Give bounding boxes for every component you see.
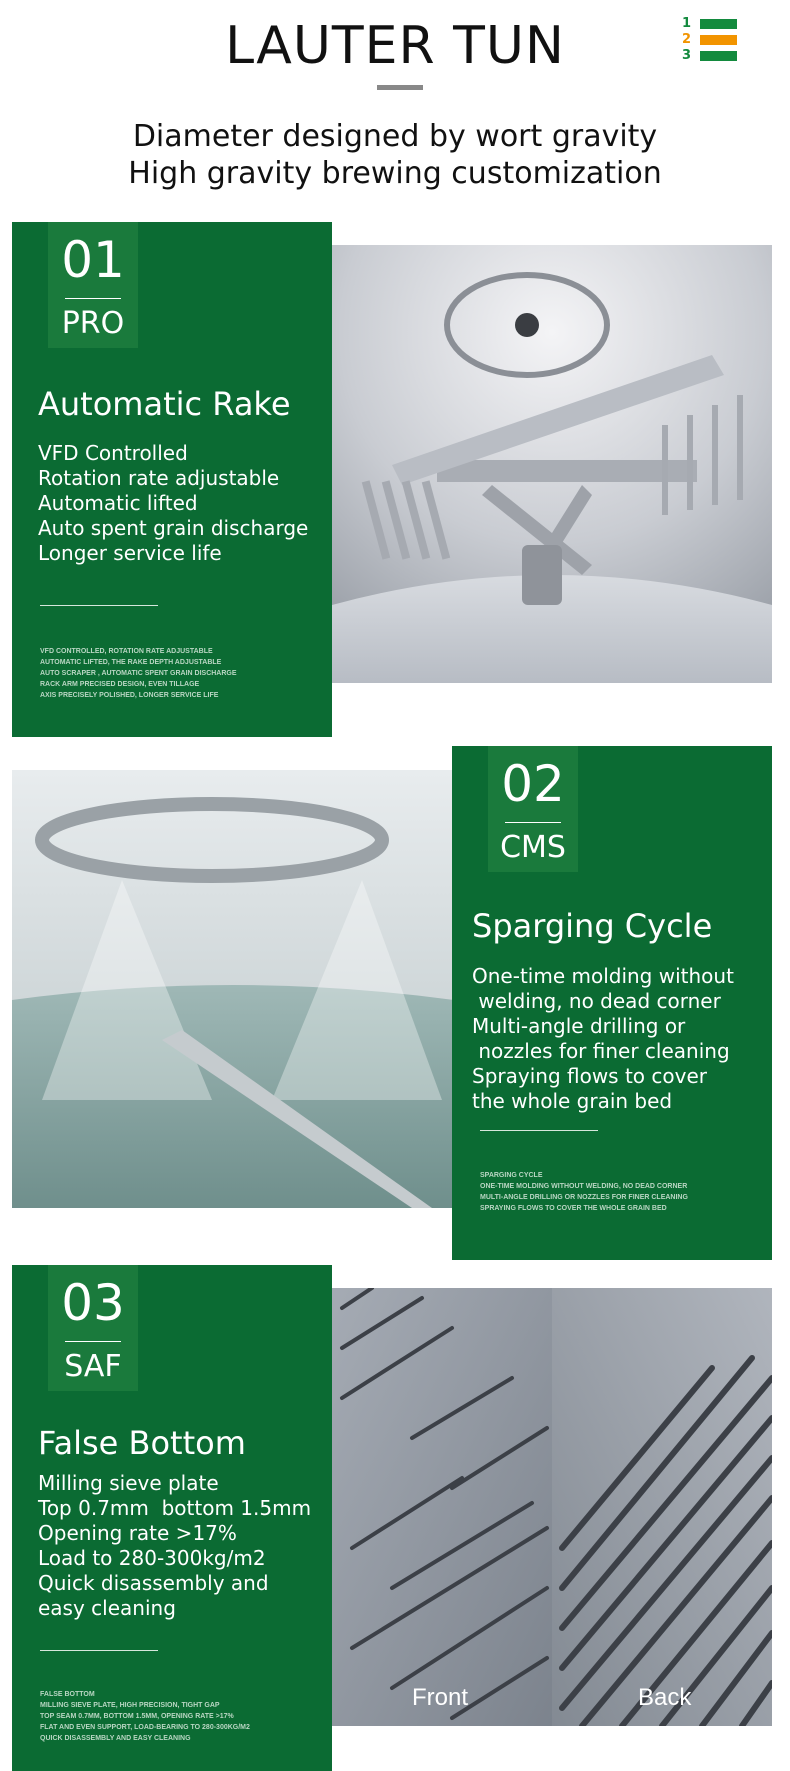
feature-item: Opening rate >17% [38,1521,237,1545]
logo-row-1 [682,18,738,32]
section-divider [40,1650,158,1651]
logo-number-2: 2 [682,32,692,47]
detail-item: SPARGING CYCLE [480,1172,543,1179]
logo-number-1: 1 [682,16,692,31]
logo-stripe-3 [700,51,737,61]
feature-item: VFD Controlled [38,441,188,465]
logo-number-3: 3 [682,48,692,63]
automatic-rake-photo [332,245,772,683]
section-badge [488,746,578,872]
feature-item: Load to 280-300kg/m2 [38,1546,266,1570]
feature-item: Milling sieve plate [38,1471,219,1495]
detail-item: MULTI-ANGLE DRILLING OR NOZZLES FOR FINER CLEANING [480,1194,688,1201]
section-code: PRO [61,306,125,341]
detail-list [480,1170,688,1214]
detail-item: SPRAYING FLOWS TO COVER THE WHOLE GRAIN BED [480,1205,667,1212]
logo-stripe-2 [700,35,737,45]
section-code: SAF [64,1349,122,1384]
brand-logo [682,18,738,68]
subtitle-line-2: High gravity brewing customization [128,156,662,191]
rake-photo-illustration [332,245,772,683]
section-title: Automatic Rake [38,385,291,423]
logo-row-3 [682,50,738,64]
feature-item: welding, no dead corner [472,989,721,1013]
section-automatic-rake-panel [12,222,332,737]
section-number: 02 [501,755,565,813]
section-code: CMS [500,830,566,865]
detail-item: FALSE BOTTOM [40,1691,95,1698]
section-badge [48,222,138,348]
feature-item: Longer service life [38,541,222,565]
title-underline [377,85,423,90]
logo-row-2 [682,34,738,48]
section-divider [480,1130,598,1131]
feature-item: Quick disassembly and [38,1571,269,1595]
detail-item: FLAT AND EVEN SUPPORT, LOAD-BEARING TO 280-300KG/M2 [40,1724,250,1731]
section-sparging-cycle-panel [452,746,772,1260]
detail-list [40,1689,250,1744]
detail-item: MILLING SIEVE PLATE, HIGH PRECISION, TIGHT GAP [40,1702,220,1709]
section-divider [40,605,158,606]
feature-item: easy cleaning [38,1596,176,1620]
section-badge [48,1265,138,1391]
detail-item: VFD CONTROLLED, ROTATION RATE ADJUSTABLE [40,648,213,655]
back-caption: Back [638,1684,692,1711]
false-bottom-photo [332,1288,772,1726]
sparging-cycle-photo [12,770,454,1208]
badge-divider [65,1341,121,1342]
feature-item: Multi-angle drilling or [472,1014,686,1038]
detail-item: AUTOMATIC LIFTED, THE RAKE DEPTH ADJUSTABLE [40,659,222,666]
badge-divider [505,822,561,823]
detail-item: AXIS PRECISELY POLISHED, LONGER SERVICE LIFE [40,692,219,699]
feature-item: Rotation rate adjustable [38,466,280,490]
detail-item: RACK ARM PRECISED DESIGN, EVEN TILLAGE [40,681,200,688]
page-subtitle [0,118,790,192]
front-caption: Front [412,1684,469,1711]
detail-item: TOP SEAM 0.7MM, BOTTOM 1.5MM, OPENING RATE >17% [40,1713,234,1720]
feature-item: the whole grain bed [472,1089,673,1113]
subtitle-line-1: Diameter designed by wort gravity [132,119,658,154]
section-title: Sparging Cycle [472,907,713,945]
section-number: 03 [61,1274,125,1332]
badge-divider [65,298,121,299]
sieve-plate-illustration [332,1288,772,1726]
section-title: False Bottom [38,1424,246,1462]
feature-item: Auto spent grain discharge [38,516,309,540]
feature-item: Automatic lifted [38,491,198,515]
detail-item: QUICK DISASSEMBLY AND EASY CLEANING [40,1735,191,1742]
feature-list [38,441,308,566]
section-false-bottom-panel [12,1265,332,1771]
feature-item: One-time molding without [472,964,734,988]
feature-item: nozzles for finer cleaning [472,1039,730,1063]
page-title: LAUTER TUN [225,16,565,76]
logo-stripe-1 [700,19,737,29]
section-number: 01 [61,231,125,289]
detail-item: ONE-TIME MOLDING WITHOUT WELDING, NO DEAD CORNER [480,1183,688,1190]
feature-list [38,1471,311,1621]
detail-list [40,646,237,701]
feature-list [472,964,734,1114]
feature-item: Spraying flows to cover [472,1064,707,1088]
feature-item: Top 0.7mm bottom 1.5mm [38,1496,312,1520]
detail-item: AUTO SCRAPER , AUTOMATIC SPENT GRAIN DISCHARGE [40,670,237,677]
sparging-photo-illustration [12,770,454,1208]
